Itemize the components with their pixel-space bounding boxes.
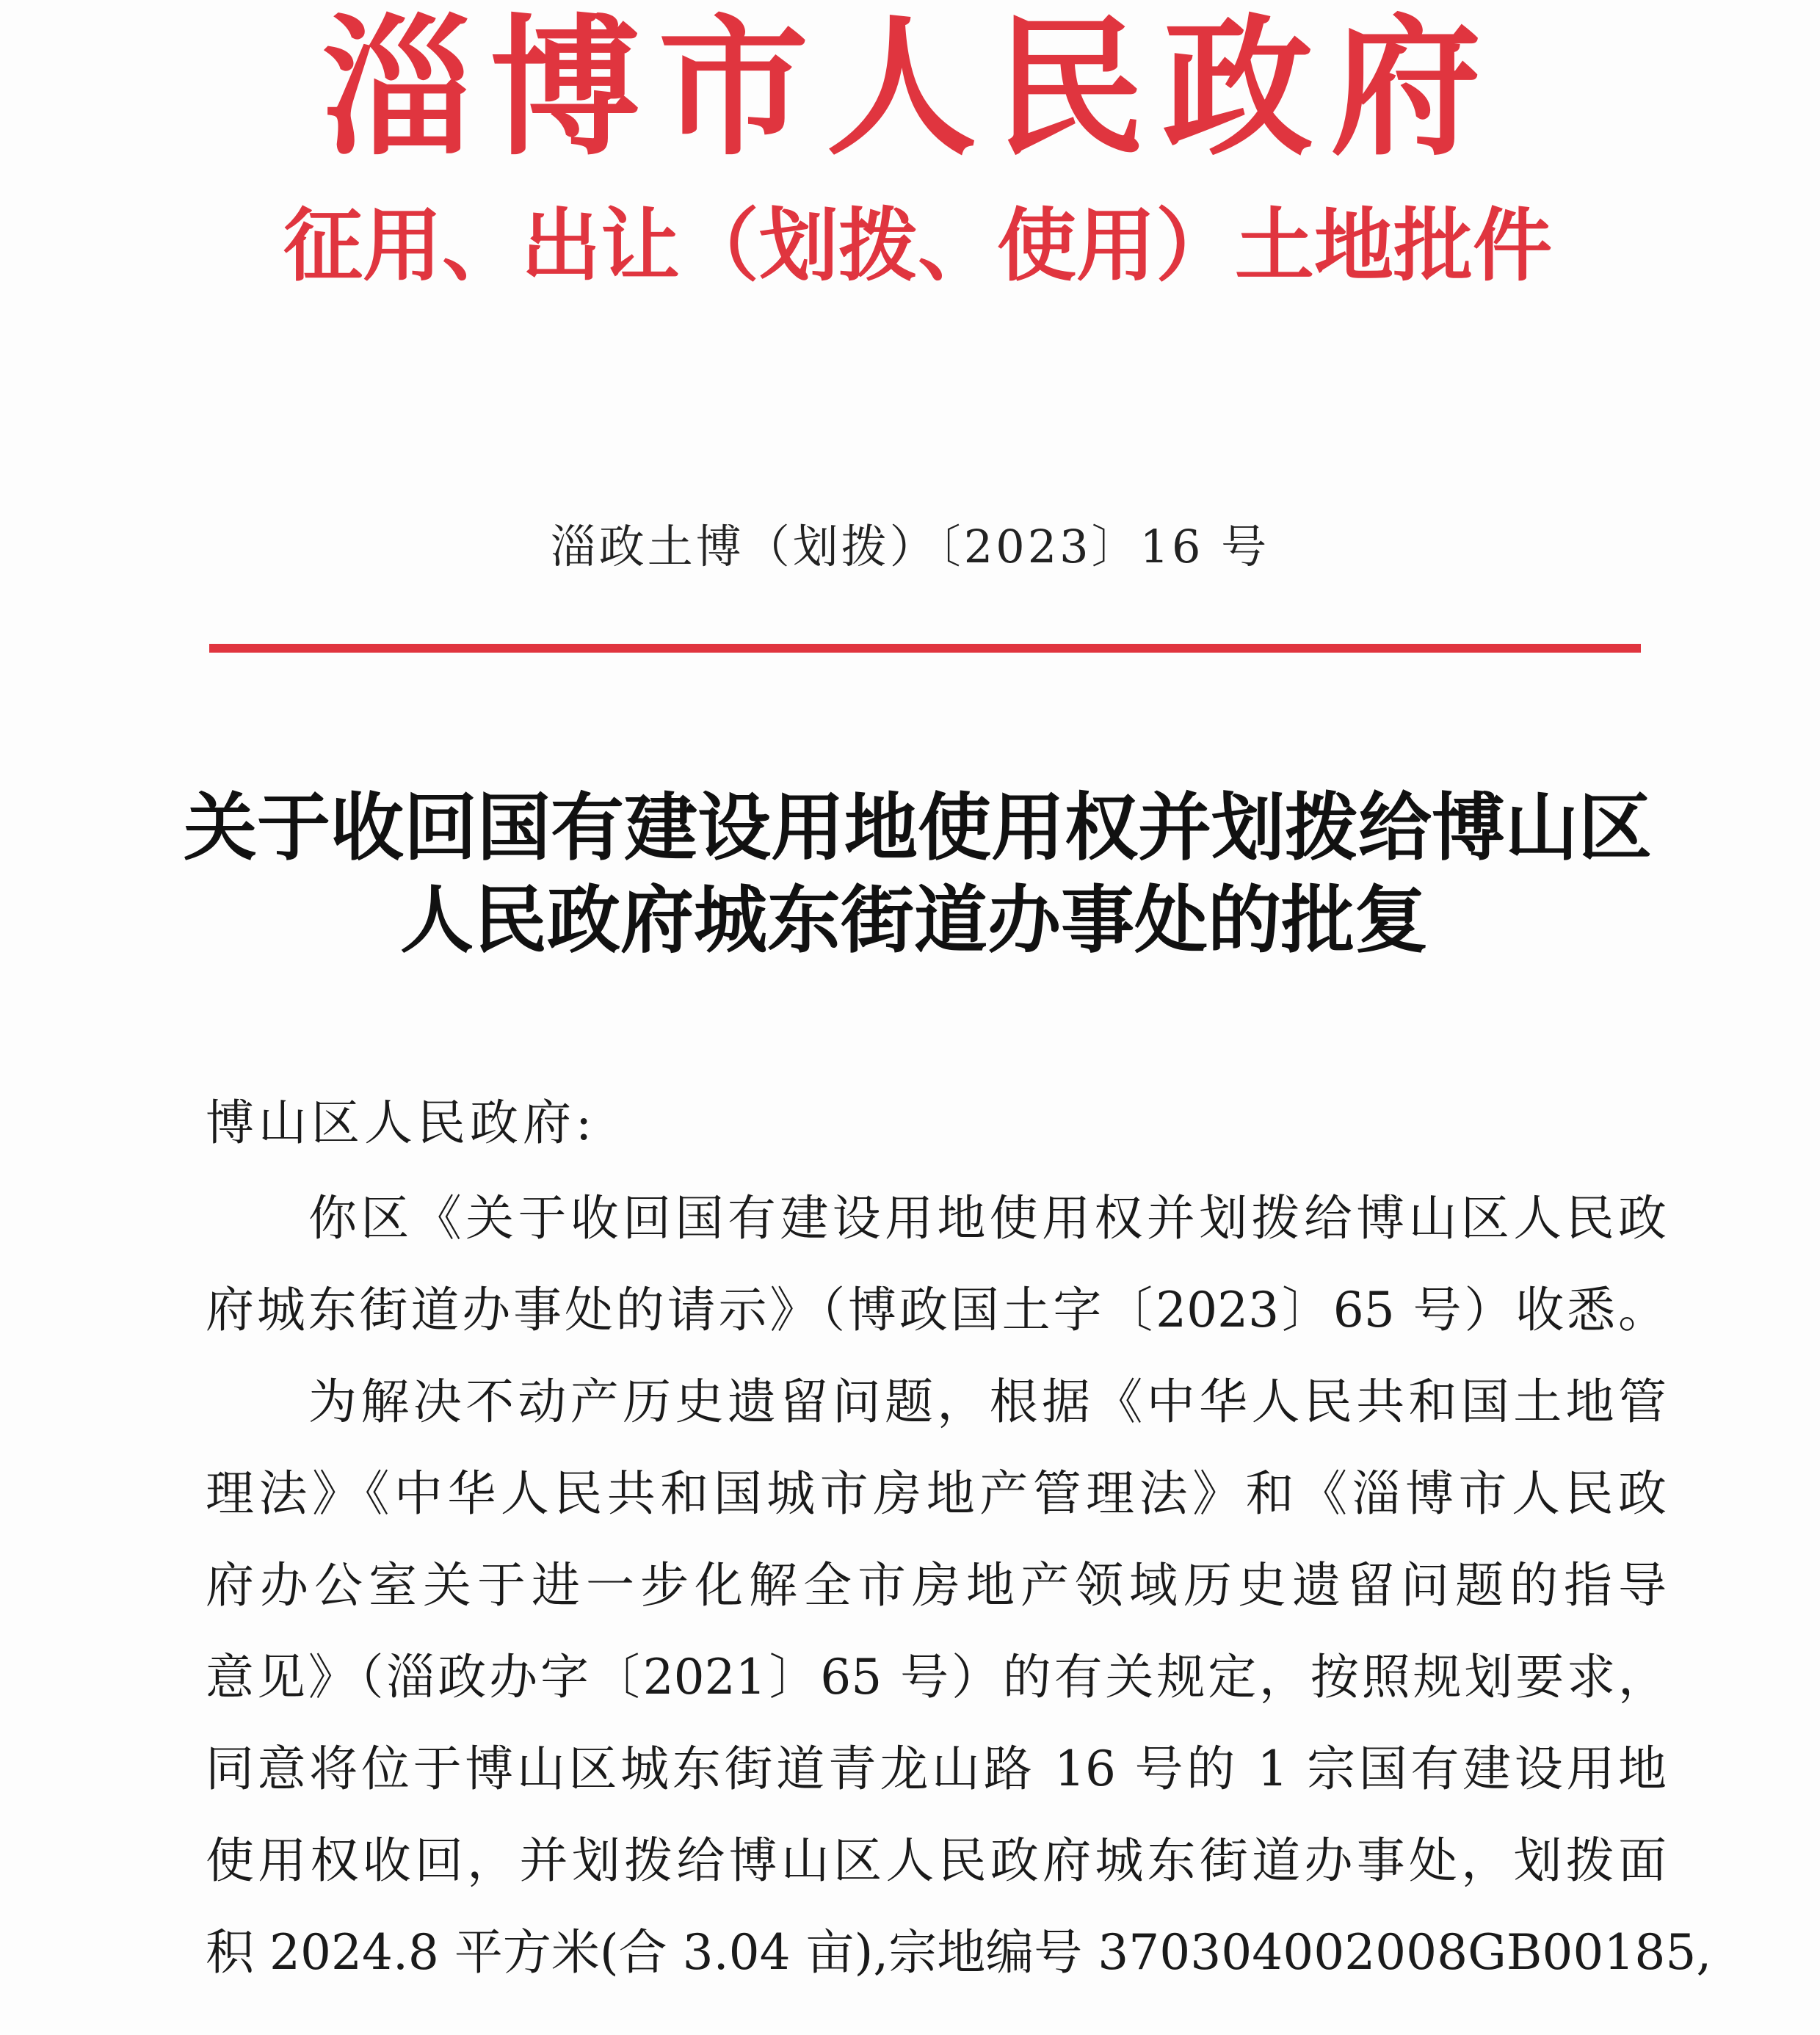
document-number: 淄政土博（划拨）〔2023〕16 号	[550, 520, 1270, 573]
body-line-5: 府办公室关于进一步化解全市房地产领域历史遗留问题的指导	[206, 1557, 1667, 1614]
red-divider-line	[209, 644, 1641, 653]
body-line-6: 意见》（淄政办字〔2021〕65 号）的有关规定，按照规划要求，	[206, 1649, 1667, 1705]
body-line-1: 你区《关于收回国有建设用地使用权并划拨给博山区人民政	[308, 1190, 1667, 1247]
issuer-heading: 淄博市人民政府	[322, 0, 1499, 176]
body-line-9: 积 2024.8 平方米(合 3.04 亩),宗地编号 370304002008GB00185,	[206, 1924, 1712, 1981]
salutation: 博山区人民政府:	[206, 1095, 597, 1151]
body-line-7: 同意将位于博山区城东街道青龙山路 16 号的 1 宗国有建设用地	[206, 1741, 1667, 1797]
document-title	[184, 782, 1652, 967]
body-line-8: 使用权收回，并划拨给博山区人民政府城东街道办事处，划拨面	[206, 1832, 1667, 1889]
body-line-2: 府城东街道办事处的请示》（博政国土字〔2023〕65 号）收悉。	[206, 1282, 1667, 1338]
document-type-heading: 征用、出让（划拨、使用）土地批件	[283, 200, 1552, 292]
document-title-line-1: 关于收回国有建设用地使用权并划拨给博山区	[184, 785, 1652, 871]
document-title-line-2: 人民政府城东街道办事处的批复	[400, 877, 1428, 963]
body-line-4: 理法》《中华人民共和国城市房地产管理法》和《淄博市人民政	[206, 1465, 1667, 1522]
body-line-3: 为解决不动产历史遗留问题，根据《中华人民共和国土地管	[308, 1374, 1667, 1430]
